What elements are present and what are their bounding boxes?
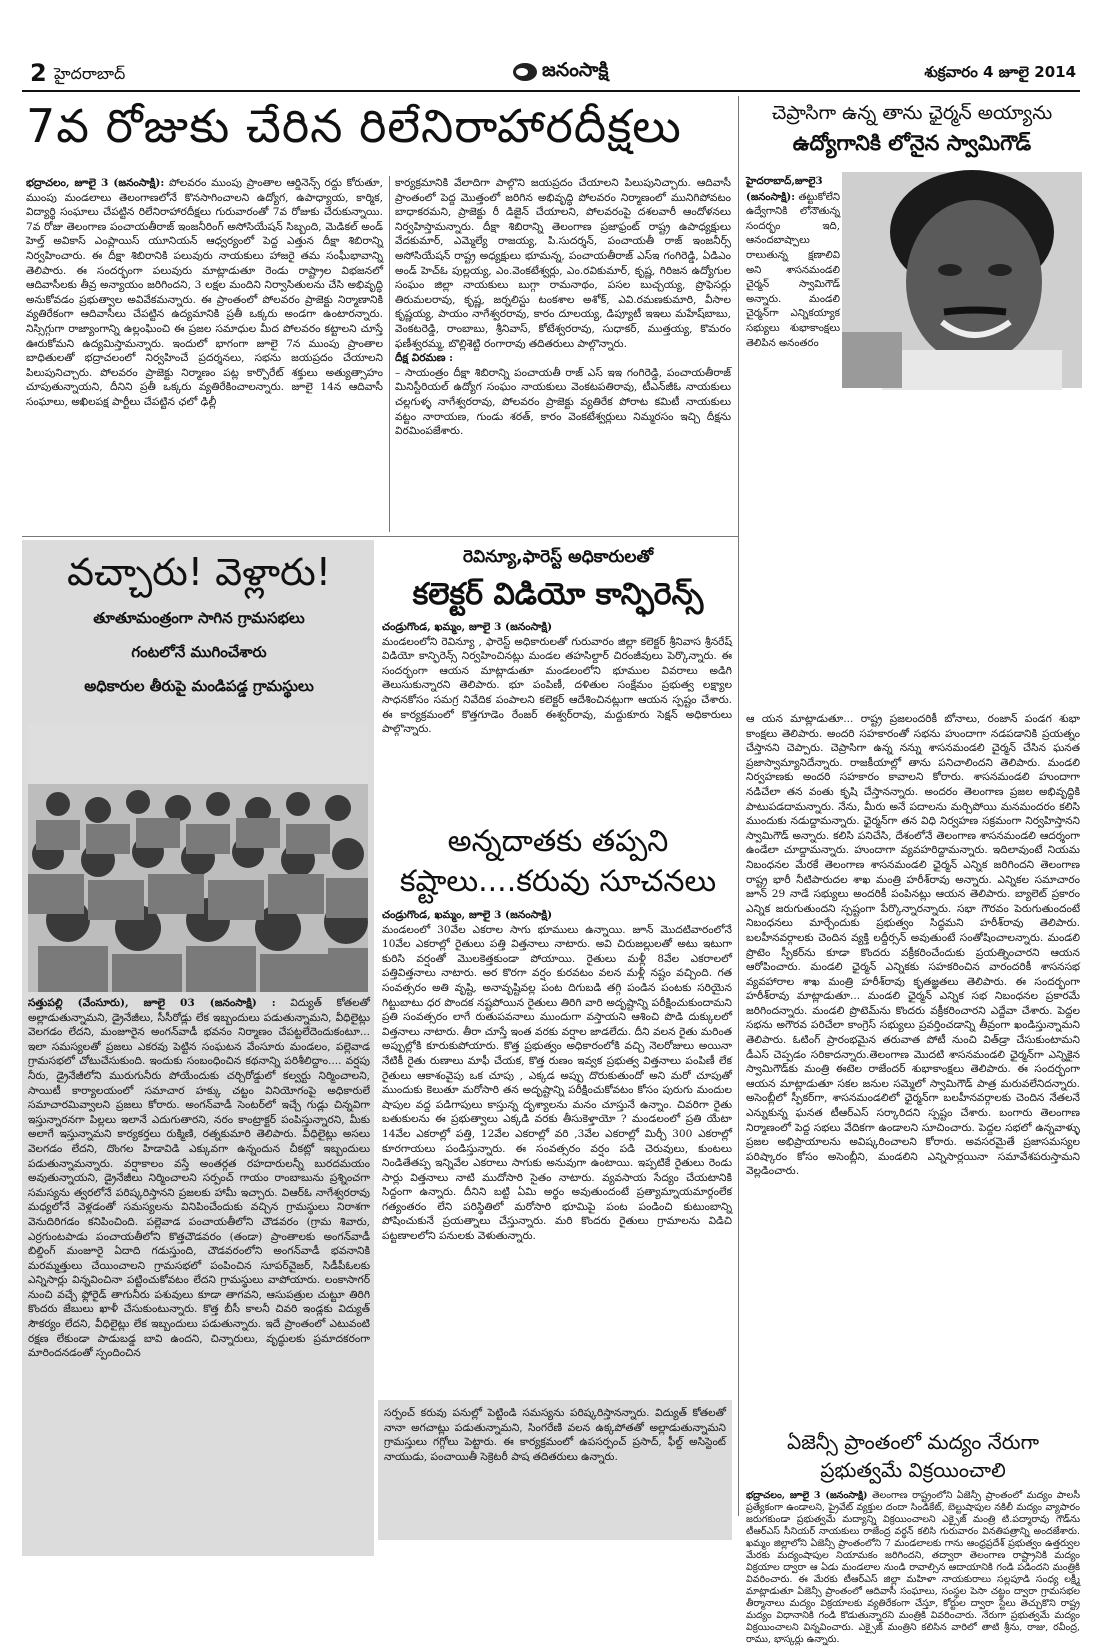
swamy-goud-photo bbox=[842, 172, 1082, 388]
agency-dateline: భద్రాచలం, జూలై 3 (జనంసాక్షి) bbox=[746, 1490, 868, 1501]
farmer-headline-line1: అన్నదాతకు తప్పని bbox=[447, 824, 669, 859]
header-rule bbox=[22, 90, 1080, 92]
lead-story-col1 bbox=[26, 176, 383, 532]
swamy-narrow-text bbox=[746, 174, 840, 706]
masthead-logo bbox=[512, 58, 608, 86]
lead-story-col2 bbox=[395, 176, 731, 532]
lead-body-col1: పోలవరం ముంపు ప్రాంతాల ఆర్డినెన్స్ రద్దు కోరుతూ, ముంపు మండలాలు తెలంగాణలోనే కొనసాగించాలని ఉద్యోగ, ఉపాధ్యాయ, కార్మిక, విద్యార్థి సంఘాలు చేపట్టిన రిలేనిరాహారదీక్షలు గురువారంతో 7వ రోజుకు చేరుకున్నాయి. 7వ రోజు తెలంగాణ పంచాయతీరాజ్ ఇంజనీరింగ్ అసోసియేషన్ సిబ్బంది, మెడికల్ అండ్ హెల్త్ అవికాస్ ఎంప్లాయిస్ యూనియన్ ఆధ్వర్యంలో పెద్ద ఎత్తున దీక్షా శిబిరాన్ని నిర్వహించారు. ఈ దీక్షా శిబిరానికి పలువురు నాయకులు హాజరై తమ సంఘీభావాన్ని తెలిపారు. ఈ సందర్భంగా పలువురు మాట్లాడుతూ రెండు రాష్ట్రాల విభజనలో ఆదివాసీలకు తీవ్ర అన్యాయం జరిగిందని, 3 లక్షల మందిని నిర్వాసితులను చేసి అభివృద్ధి అనుకోవడం ప్రభుత్వాల అవివేకమన్నారు. ఈ ప్రాంతంలో పోలవరం ప్రాజెక్టు నిర్మాణానికి వ్యతిరేకంగా ఆదివాసీలు చేపట్టిన ఉద్యమానికి ప్రతీ ఒక్కరు అండగా ఉంటారన్నారు. నిస్సిగ్గుగా రాజ్యాంగాన్ని ఉల్లంఘించి ఈ ప్రజల సమాధుల మీద పోలవరం కట్టాలని చూస్తే ఊరుకోమని ఉద్యమిస్తామన్నారు. ఇందులో భాగంగా జూలై 7న ముంపు ప్రాంతాల బాధితులతో భద్రాచలంలో నిర్వహించే ప్రదర్శనలు, సభను జయప్రదం చేయాలని పిలుపునిచ్చారు. పోలవరం ప్రాజెక్టు నిర్మాణం పట్ల కార్పొరేట్ శక్తులు అత్యుత్సాహం చూపుతున్నాయని, దీనిని ప్రతీ ఒక్కరు వ్యతిరేకించాలన్నారు. జూలై 14న ఆదివాసీ సంఘాలు, అఖిలపక్ష పార్టీలు చేపట్టిన ఛలో ఢిల్లీ bbox=[26, 177, 384, 408]
lead-bottom-rule bbox=[22, 536, 738, 537]
video-conf-headline: కలెక్టర్ విడియో కాన్ఫిరెన్స్ bbox=[412, 577, 704, 612]
farmer-dateline: చండ్రుగొండ, ఖమ్మం, జూలై 3 (జనంసాక్షి) bbox=[382, 909, 553, 921]
grama-subhead-1: తూతూమంత్రంగా సాగిన గ్రామసభలు bbox=[93, 609, 305, 627]
right-column-divider bbox=[738, 96, 739, 1516]
agency-headline-line2: ప్రభుత్వమే విక్రయించాలి bbox=[820, 1458, 1006, 1482]
grama-sabha-photo bbox=[28, 724, 368, 992]
farmer-body: మండలంలో 30వేల ఎకరాల సాగు భూములు ఉన్నాయి. జూన్ మొదటివారంలోనే 10వేల ఎకరాల్లో రైతులు పత్తి విత్తనాలు నాటారు. అవి చిరుజల్లులతో అటు ఇటుగా కురిసి వర్షంతో మొలకెత్తకుండా పోయాయి. రైతులు మళ్లీ 8వేల ఎకరాలలో పత్తివిత్తనాలు నాటారు. అర కొరగా వర్షం కురవటం వలన మళ్లీ నష్టం వచ్చింది. గత సంవత్సరం అతి వృష్టి, అనావృష్టివల్ల పంట దిగుబడి తగ్గి పండిన పంటకు సరియైన గిట్టుబాటు ధర పొందక నష్టపోయిన రైతులు తిరిగి వారి అదృష్టాన్ని పరీక్షించుకుందామని ప్రతి సంవత్సరం లాగే రుతుపవనాలు ముందుగా వస్తాయని ఆశించి పొడి దుక్కులలో విత్తనాలు నాటారు. తీరా చూస్తే ఇంత వరకు వర్షాల జాడలేదు. దీని వలన రైతు మరింత అప్పుల్లోకి కూరుకుపోయారు. కొత్త ప్రభుత్వం అధికారంలోకి వచ్చి నెలరోజులు అయినా నేటికీ రైతు రుణాలు మాఫీ చేయక, కొత్త రుణం ఇవ్వక ప్రభుత్వ విత్తనాలు పంపిణీ లేక రైతులు ఆకాశంవైపు ఒక చూపు , ఎక్కడ అప్పు దొరుకుతుందో అని మరో చూపుతో ముందుకు కెలుతూ మరోసారి తన అదృష్టాన్ని పరీక్షించుకోవటం కోసం పురుగు మందుల షాపుల వద్ద పడిగాపులు కాస్తున్న దృశ్యాలను మనం చూస్తునే ఉన్నాం. చివరిగా రైతు బతుకులను ఈ ప్రభుత్వాలు ఎక్కడి వరకు తీసుకెళ్తాయో ? మండలంలో ప్రతి యేటా 14వేల ఎకరాల్లో పత్తి, 12వేల ఎకరాల్లో వరి ,3వేల ఎకరాల్లో మిర్చీ 300 ఎకరాల్లో కూరగాయలు పండిస్తున్నారు. ఈ సంవత్సరం వర్షం పడి చెరువులు, కుంటలు నిండితేతప్ప ఇన్నివేల ఎకరాలు సాగుకు అనువుగా ఉంటాయి. ఇప్పటికే రైతులు రెండు సార్లు విత్తనాలు నాటి ముదోసారి సైతం నాటారు. వ్యవసాయ సేద్యం చేయటానికి సిద్దంగా ఉన్నారు. దీనిని బట్టి ఏమి అర్థం అవుతుందంటే ప్రత్యామ్నాయమార్గంలేక గత్యంతరం లేని పరిస్థితిలో మరోసారి భూమిపై పంట పండించి కుటుంబాన్ని పోషించుకునే ప్రయత్నాలు చేస్తున్నారు. మరి కొందరు రైతులు గ్రామాలను విడిచి పట్టణాలలోని పనులకు వెళుతున్నారు. bbox=[382, 923, 732, 1243]
swamy-headline-line1: చెప్రాసిగా ఉన్న తాను ఛైర్మన్ అయ్యాను bbox=[771, 102, 1053, 124]
video-conf-dateline: చండ్రుగొండ, ఖమ్మం, జూలై 3 (జనంసాక్షి) bbox=[382, 621, 553, 633]
agency-story-body bbox=[746, 1490, 1080, 1645]
swamy-body-full: ఆ యన మాట్లాడుతూ... రాష్ట్ర ప్రజలందరికీ బోనాలు, రంజాన్ పండగ శుభా కాంక్షలు తెలిపారు. అందరి సహకారంతో సభను హుందాగా నడపడానికి ప్రయత్నం చేస్తానని చెప్పారు. చెప్రాసిగా ఉన్న నన్ను శాసనమండలి చైర్మన్ చేసిన ఘనత ప్రజాస్వామ్యానిదేన్నారు. రాజకీయాల్లో తాను పనిచాలిందని తెలిపారు. మండలి నిర్వహణకు అందరి సహకారం కావాలని కోరారు. శాసనమండలి హుందాగా నడిచేలా తన వంతు కృషి చేస్తానన్నారు. అందరం తెలంగాణ ప్రజల అభివృద్ధికి పాటుపడదామన్నారు. నేను, మీరు అనే పదాలను మర్చిపోయి మనమందరం కలిసి ముందుకు నడుద్దామన్నారు. ఛైర్మన్‌గా తన విధి నిర్వహణ సక్రమంగా నిర్వహిస్తానని స్వామిగౌడ్ అన్నారు. కలిసి పనిచేసి, దేశంలోనే తెలంగాణ శాసనమండలి ఆదర్శంగా ఉండేలా చూద్దామన్నారు. హుందాగా వ్యవహరిద్దామన్నారు. ఇదిలావుంటే నియమ నిబంధనల మేరకే తెలంగాణ శాసనమండలి ఛైర్మన్ ఎన్నిక జరిగిందని తెలంగాణ రాష్ట్ర భారీ నీటిపారుదల శాఖ మంత్రి హరీశ్‌రావు అన్నారు. ఎన్నికల సమాచారం జూన్ 29 నాడే సభ్యులు అందరికీ పంపినట్లు ఆయన తెలిపారు. బ్యాలెట్ ప్రకారం ఎన్నిక జరుగుతుందని స్పష్టంగా పేర్కొన్నారన్నారు. సభా గౌరవం పెరుగుతుందంటే నిబంధనలు మార్చేందుకు ప్రభుత్వం సిద్ధమని హరీశ్‌రావు తెలిపారు. బలహీనవర్గాలకు చెందిన వ్యక్తి లద్దీర్సన్ అవుతుంటే సంతోషించాలన్నారు. మండలి ప్రొటెం స్పీకర్‌ను కూడా కొందరు వక్రీకరించేందుకు ప్రయత్నించారని ఆయన ఆరోపించారు. మండలి ఛైర్మన్ ఎన్నికకు సహకరించిన వారందరికీ శాసనసభ వ్యవహారాల శాఖ మంత్రి హరీశ్‌రావు కృతజ్ఞతలు తెలిపారు. ఈ సందర్భంగా హరీశ్‌రావు మాట్లాడుతూ... మండలి ఛైర్మన్ ఎన్నిక సభ నిబంధనల ప్రకారమే జరిగిందన్నారు. మండలి ప్రొటెమ్‌ను కొందరు వక్రీకరించారని ఎద్దేవా చేశారు. పెద్దల సభను అగౌరవ పరిచేలా కాంగ్రెస్ సభ్యులు ప్రవర్తించడాన్ని తీవ్రంగా ఖండిస్తున్నామని తెలిపారు. ఓటింగ్ ప్రారంభమైన తరువాత పోటీ నుంచి విత్‌డ్రా చేసుకుంటామని డీఎస్ చెప్పడం సరికాదన్నారు.తెలంగాణ మొదటి శాసనమండలి ఛైర్మన్‌గా ఎన్నికైన స్వామిగౌడ్‌కు మంత్రి ఈటెల రాజేందర్ శుభాకాంక్షలు తెలిపారు. ఈ సందర్భంగా ఆయన మాట్లాడుతూ సకల జనుల సమ్మెలో స్వామిగౌడ్ పాత్ర మరువలేనిదన్నారు. అసెంబ్లీలో స్పీకర్‌గా, శాసనమండలిలో ఛైర్మన్‌గా బలహీనవర్గాలకు చెందిన నేతలనే ఎన్నుకున్న ఘనత టీఆర్ఎస్ సర్కారిదని స్పష్టం చేశారు. బంగారు తెలంగాణ నిర్మాణంలో పెద్ద సభలు వేదికగా ఉండాలని సూచించారు. పెద్దల సభలో ఉన్నవాళ్ళు ప్రజల అభిప్రాయాలను అవిష్కరించాలని కోరారు. అవసరమైతే ప్రజాసమస్యల పరిష్కారం కోసం అసెంబ్లీని, మండలిని ఎన్నిసార్లయినా సమావేశపరుస్తామని వెల్లడించారు. bbox=[746, 713, 1080, 1178]
agency-body: తెలంగాణ రాష్ట్రంలోని ఏజెన్సీ ప్రాంతంలో మద్యం పాలసీ ప్రత్యేకంగా ఉండాలని, ప్రైవేట్ వ్యక్తుల దందా సిండికేట్, బెల్టుషాపుల నకిలీ మద్యం వ్యాపారం జరుగకుండా ప్రభుత్వమే మద్యాన్ని విక్రయించాలని ఎక్సైజ్ మంత్రి టి.పద్మారావు గౌడ్‌ను టీఆర్ఎస్ సీనియర్ నాయకులు రాజేంద్ర వర్ధన్ కలిసి గురువారం వినతిపత్రాన్ని అందజేశారు. ఖమ్మం జిల్లాలోని ఏజెన్సీ ప్రాంతంలోని 7 మండలాలకు గాను ఆంధ్రప్రదేశ్ ప్రభుత్వం ఉత్తర్వుల మేరకు మద్యంషాపుల నియామకం జరిగిందని, తద్వారా తెలంగాణ రాష్ట్రానికి మద్యం విక్రయాల ద్వారా ఆ ఏడు మండలాల నుండి రావాల్సిన ఆదాయానికి గండి పడిందని మంత్రికి వివరించారు. ఈ మేరకు టీఆర్ఎస్ జిల్లా మహిళా నాయకురాలు సల్లపూడి సంధ్య లక్ష్మీ మాట్లాడుతూ ఏజెన్సీ ప్రాంతంలో ఆదివాసీ సంఘాలు, సంస్థల పెసా చట్టం ద్వారా గ్రామసభల తీర్మానాలు మద్యం విక్రయాలకు వ్యతిరేకంగా చేస్తూ, కోర్టుల ద్వారా స్టేలు తెచ్చుకొని రాష్ట్ర మద్యం విధానానికి గండి కొడుతున్నారని మంత్రికి వివరించారు. నేరుగా ప్రభుత్వమే మద్యం విక్రయించాలని విన్నవించారు. ఎక్సైజ్ మంత్రిని కలిసిన వారిలో తాటి శ్రీను, రాజు, రవీంద్ర, రాము, భాస్కర్లు ఉన్నారు. bbox=[746, 1490, 1080, 1645]
agency-headline bbox=[744, 1428, 1082, 1484]
page-number: 2 bbox=[30, 59, 47, 87]
swamy-body-narrow: తట్టుకోలేని ఉద్వేగానికి లోనౌతున్న సందర్భం ఇది, ఆనందబాష్పాలు రాలుతున్న క్షణాలివి అని శాసనమండలి చైర్మన్ స్వామిగౌడ్ అన్నారు. మండలి చైర్మన్‌గా ఎన్నికయ్యాక సభ్యులు శుభాకాంక్షలు తెలిపిన అనంతరం bbox=[746, 191, 840, 349]
lead-headline: 7వ రోజుకు చేరిన రిలేనిరాహారదీక్షలు bbox=[26, 99, 682, 153]
agency-headline-line1: ఏజెన్సీ ప్రాంతంలో మద్యం నేరుగా bbox=[786, 1430, 1040, 1454]
swamy-headline-line2: ఉద్యోగానికి లోనైన స్వామిగౌడ్ bbox=[792, 131, 1032, 155]
video-conf-text: మండలంలోని రెవిన్యూ , ఫారెస్ట్ అధికారులతో గురువారం జిల్లా కలెక్టర్ శ్రీనివాస శ్రీనరేష్ విడియో కాన్ఫిరెన్స్ నిర్వహించినట్లు మండల తహసిల్దార్ చిరంజీవులు పెర్కొన్నారు. ఈ సందర్భంగా ఆయన మాట్లాడుతూ మండలంలోని భూముల వివరాలు అడిగి తెలుసుకున్నారని తెలిపారు. భూ పంపిణీ, దళితుల సంక్షేమం ప్రభుత్వ లక్ష్యాల సాధనకోసం సమగ్ర నివేదిక పంపాలని కలెక్టర్ ఆదేశించినట్లుగా ఆయన స్పష్టం చేశారు. ఈ కార్యక్రమంలో కొత్తగూడెం రేంజర్ ఈశ్వర్‌రావు, మద్దుకూరు సెక్షన్ అధికారులు పాల్గొన్నారు. bbox=[382, 635, 732, 736]
farmer-story-body bbox=[382, 908, 732, 1394]
grama-dateline: సత్తుపల్లి (వేంసూరు), జూలై 03 (జనంసాక్షి) : bbox=[28, 997, 276, 1009]
grama-body: విద్యుత్ కోతలతో అల్లాడుతున్నామని, డ్రైనేజీలు, సీసీరోడ్లు లేక ఇబ్బందులు పడుతున్నామని, వీధిలైట్లు వెలగడం లేదని, మంజూరైన అంగన్‌వాడీ భవనం నిర్మాణం చేపట్టలేదెందుకంటూ... ఇలా సమస్యలతో ప్రజలు ఎకరవు పెట్టిన సంఘటన వేంసూరు మండలం, పల్లెవాడ గ్రామసభలో చోటుచేసుకుంది. ఇందుకు సంబంధించిన కథనాన్ని పరిశీలిద్దాం.... వర్షపు నీరు, డ్రైనేజీలోని మురుగునీరు పోయేందుకు చర్చిరోడ్డులో కల్వర్టు నిర్మించాలని, సాయిటీ కార్యాలయంలో సమాచార హక్కు చట్టం వినియోగంపై అధికారులే సమాచారమివ్వాలని ప్రజలు కోరారు. అంగన్‌వాడీ సెంటర్‌లో ఇచ్చే గుడ్లు చిన్నవిగా ఇస్తున్నారనగా పిల్లలు ఇలానే ఎదుగుతారని, నరం కాంట్రాక్టర్ పంపిస్తున్నారని, మీకు అలాగే ఇస్తున్నామని కార్యకర్తలు రుక్మిణి, రత్నకుమారి తెలిపారు. వీధిలైట్లు అసలు వెలగడం లేదని, దొంగల హిడావిడి ఎక్కువగా ఉన్నందున చీకట్లో ఇబ్బందులు పడుతున్నామన్నారు. వర్షాకాలం వస్తే అంతర్గత రహదారులన్నీ బురదమయం అవుతున్నాయని, డ్రైనేజీలు నిర్మించాలని సర్పంచ్ గాయం రాంబాబును ప్రశ్నించగా సమస్యను త్వరలోనే పరిష్కరిస్తానని ప్రజలకు హామీ ఇచ్చారు. విఆర్ఓ నాగేశ్వరరావు మధ్యలోనే వెళ్లడంతో సమస్యలను వినిపించేందుకు వచ్చిన గ్రామస్థులు నిరాశగా వెనుదిరిగడం కనిపించింది. పల్లెవాడ పంచాయతీలోని చౌడవరం (గ్రామ శివారు, ఎర్రగుంటపాడు పంచాయతీలోని కొత్తచౌడవరం (తండా) ప్రాంతాలకు అంగన్‌వాడీ బిల్డింగ్ మంజూరై ఏదాది గడుస్తుంది, చౌడవరంలోని అంగన్‌వాడీ భవనానికి మరమ్మత్తులు చేయించాలని గ్రామసభలో పంపించిన సూపర్‌వైజర్, సిడీపీఓలకు ఎన్నిసార్లు విన్నవించినా పట్టించుకోవటం లేదని గ్రామస్థులు వాపోయారు. లంకాసాగర్ నుంచి వచ్చే ఫ్లోరైడ్ తాగునీరు పశువులు కూడా తాగవని, ఆసుపత్రుల చుట్టూ తిరిగి కొందరు జేబులు ఖాళీ చేసుకుంటున్నారు. కొత్త బీసీ కాలనీ చివరి ఇండ్లకు విద్యుత్ సౌకర్యం లేదని, వీధిలైట్లు లేక ఇబ్బందులు పడుతున్నారు. ఇదే ప్రాంతంలో ఎటువంటి రక్షణ లేకుండా పాడుబడ్డ బావి ఉందని, చిన్నారులు, వృద్ధులకు ప్రమాదకరంగా మారిందనడంతో స్పందించిన bbox=[28, 997, 370, 1360]
page-city: హైదరాబాద్ bbox=[54, 64, 126, 83]
sarpanch-continuation-box bbox=[378, 1400, 732, 1540]
masthead-emblem-icon bbox=[512, 61, 538, 83]
grama-subhead-2: గంటలోనే ముగించేశారు bbox=[131, 643, 267, 661]
lead-subhead-deeksha: దీక్ష విరమణ : bbox=[395, 352, 454, 365]
masthead-title: జనంసాక్షి bbox=[542, 58, 609, 81]
sarpanch-body: సర్పంచ్ కరువు పనుల్లో పెట్టిండి సమస్యను పరిష్కరిస్తానన్నారు. విద్యుత్ కోతలతో నానా అగచాట్లు పడుతున్నామని, సింగరేణి వలన ఉక్కపోతతో అల్లాడుతున్నామని గ్రామస్తులు గగ్గోలు పెట్టారు. ఈ కార్యక్రమంలో ఉపసర్పంచ్ ప్రసాద్, ఫీల్డ్ అసిస్టెంట్ నాయుడు, పంచాయితీ సెక్రెటరీ పాష తదితరులు ఉన్నారు. bbox=[384, 1407, 726, 1463]
grama-subheads bbox=[26, 604, 372, 700]
grama-headline: వచ్చారు! వెళ్లారు! bbox=[67, 550, 331, 594]
swamy-story-body bbox=[746, 712, 1080, 1424]
swamy-headline bbox=[744, 98, 1080, 158]
page-date: శుక్రవారం 4 జూలై 2014 bbox=[924, 63, 1076, 81]
video-conf-kicker: రెవిన్యూ,ఫారెస్ట్ అధికారులతో bbox=[462, 547, 654, 567]
lead-dateline: భద్రాచలం, జూలై 3 (జనంసాక్షి): bbox=[26, 177, 165, 189]
farmer-headline-line2: కష్టాలు....కరువు సూచనలు bbox=[399, 864, 717, 899]
grama-subhead-3: అధికారుల తీరుపై మండిపడ్డ గ్రామస్థులు bbox=[84, 677, 314, 695]
lead-body-col2b: – సాయంత్రం దీక్షా శిబిరాన్ని పంచాయతీ రాజ్ ఎస్ ఇఇ గంగిరెడ్డి, పంచాయతీరాజ్ మినిస్టీరియల్ ఉద్యోగ సంఘం నాయకులు వెంకటపతిరావు, టీఎన్‌జీఓ నాయకులు చల్లగుళ్ళ నాగేశ్వరరావు, పోలవరం ప్రాజెక్టు వ్యతిరేక పోరాట కమిటీ నాయకులు వట్టం నారాయణ, గుండు శరత్, కారం వెంకటేశ్వర్లులు నిమ్మరసం ఇచ్చి దీక్షను విరమింపజేశారు. bbox=[395, 366, 731, 438]
swamy-dateline: హైదరాబాద్,జూలై3 (జనంసాక్షి): bbox=[746, 175, 823, 203]
grama-story-body bbox=[28, 996, 370, 1552]
video-conf-body bbox=[382, 620, 732, 816]
lead-body-col2a: కార్యక్రమానికి వేలాదిగా పాల్గొని జయప్రదం చేయాలని పిలుపునిచ్చారు. ఆదివాసీ ప్రాంతంలో పెద్ద మొత్తంలో జరిగిన అభివృద్ధి పోలవరం నిర్మాణంలో మునిగిపోవటం బాధాకరమని, ప్రాజెక్టు రీ డిజైన్ చేయాలని, పోలవరంపై దశలవారీ ఆందోళనలు నిర్వహిస్తామన్నారు. దీక్షా శిబిరాన్ని తెలంగాణ ప్రజాఫ్రంట్ రాష్ట్ర ఉపాధ్యక్షులు వేదకుమార్, ఎమ్మెల్యే రాజయ్య, పి.సుదర్శన్, పంచాయతీ రాజ్ ఇంజనీర్స్ అసోసియేషన్ రాష్ట్ర అధ్యక్షులు భూమన్న, పంచాయతీరాజ్ ఎస్ఇ గంగిరెడ్డి, ఏడిఎం అండ్ హెచ్ఓ పుల్లయ్య, ఎం.వెంకటేశ్వర్లు, ఎం.రవికుమార్, కృష్ణ, గిరిజన ఉద్యోగుల సంఘం జిల్లా నాయకులు బుగ్గా రామనాథం, పసల బుచ్చయ్య, ప్రొఫెసర్లు తిరుమలరావు, కృష్ణ, జర్నలిస్టు టంకశాల అశోక్, ఎవి.రమణకుమారి, వీసాల కృష్ణయ్య, పాయం నాగేశ్వరరావు, కారం దూలయ్య, డిప్యూటీ ఇఇలు మహేష్‌బాబు, వెంకటరెడ్డి, రాంబాబు, శ్రీనివాస్, కోటేశ్వరరావు, సుధాకర్, ముత్తయ్య, కొమరం ఫణీశ్వరమ్మ, బొల్లిశెట్టి రంగారావు తదితరులు పాల్గొన్నారు. bbox=[395, 177, 731, 350]
lead-column-divider bbox=[389, 176, 390, 532]
page-header bbox=[22, 58, 1080, 90]
farmer-headline bbox=[382, 822, 734, 902]
